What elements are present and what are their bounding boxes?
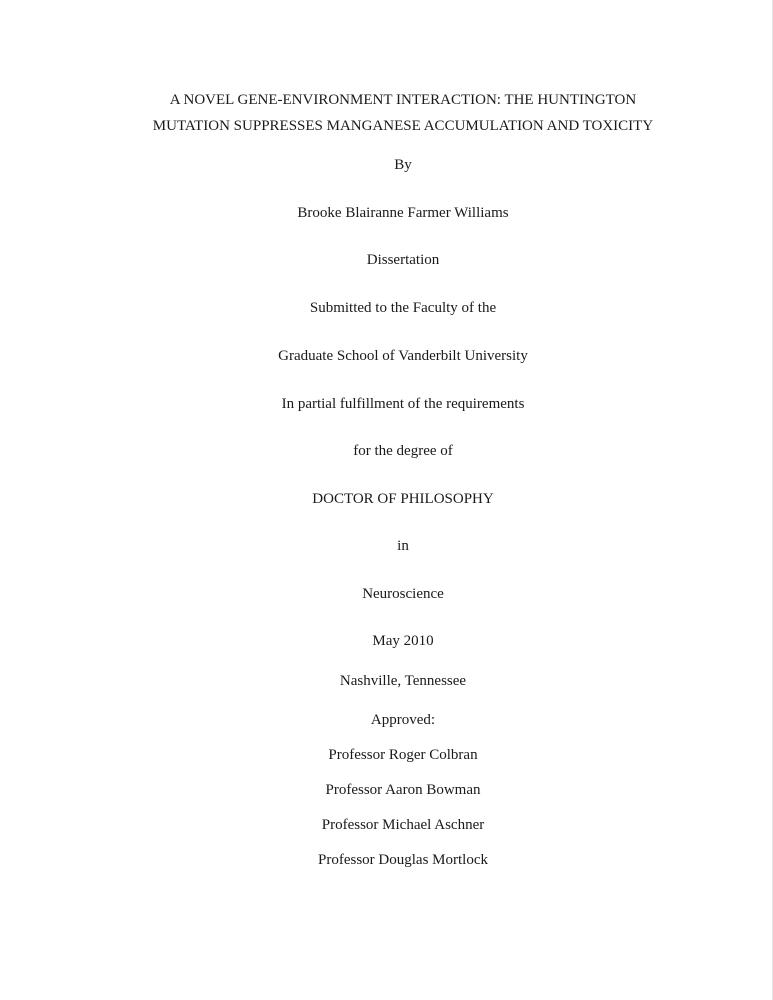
submitted-line: Submitted to the Faculty of the [309, 300, 497, 316]
title-line-1: A NOVEL GENE-ENVIRONMENT INTERACTION: THE HUNTINGTON [169, 92, 637, 108]
committee-member: Professor Douglas Mortlock [318, 852, 488, 868]
title-line-2: MUTATION SUPPRESSES MANGANESE ACCUMULATION AND TOXICITY [152, 118, 654, 134]
degree-name: DOCTOR OF PHILOSOPHY [312, 491, 494, 507]
committee-member: Professor Aaron Bowman [325, 782, 481, 798]
degree-line: for the degree of [353, 443, 453, 459]
author-name: Brooke Blairanne Farmer Williams [297, 205, 509, 221]
field-name: Neuroscience [362, 586, 444, 602]
by-label: By [394, 157, 412, 173]
document-type: Dissertation [366, 252, 440, 268]
approved-label: Approved: [370, 712, 436, 728]
committee-member: Professor Roger Colbran [328, 747, 478, 763]
school-name: Graduate School of Vanderbilt University [278, 348, 528, 364]
committee-member: Professor Michael Aschner [321, 817, 485, 833]
location: Nashville, Tennessee [339, 673, 467, 689]
partial-fulfillment-line: In partial fulfillment of the requirements [281, 396, 525, 412]
in-label: in [397, 538, 409, 554]
date: May 2010 [372, 633, 434, 649]
